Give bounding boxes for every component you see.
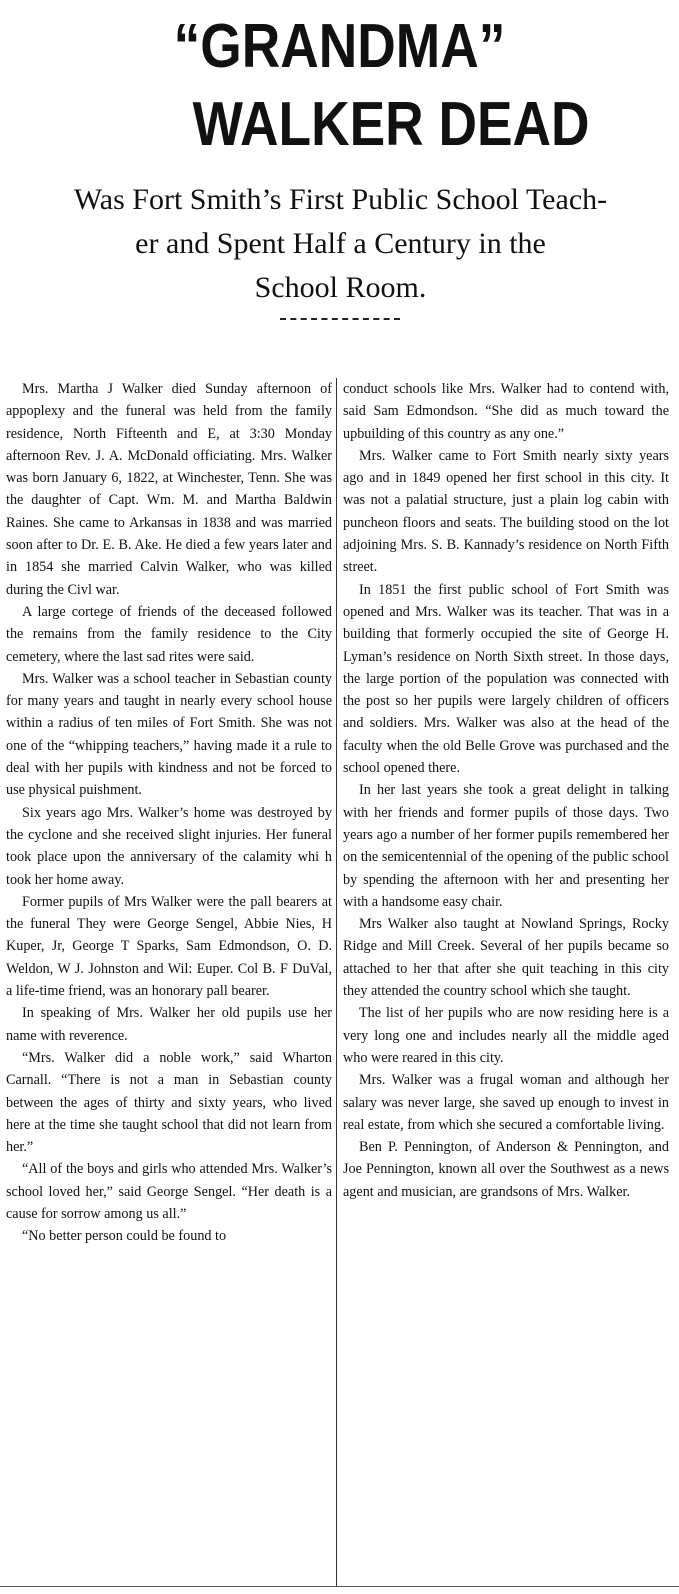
subheadline-line-2: er and Spent Half a Century in the bbox=[135, 227, 546, 260]
article-body bbox=[2, 378, 675, 1586]
headline bbox=[48, 0, 632, 164]
bottom-rule bbox=[0, 1586, 679, 1587]
paragraph: Ben P. Pennington, of Anderson & Pennington, and Joe Pennington, known all over the Southwest as a news agent and musician, are grandsons of Mrs. Walker. bbox=[343, 1139, 669, 1200]
paragraph: Former pupils of Mrs Walker were the pall bearers at the funeral They were George Sengel, Abbie Nies, H Kuper, Jr, George T Sparks, Sam Edmondson, O. D. Weldon, W J. Johnston and Wil: Euper. Col B. F DuVal, a life-time friend, was an honorary pall bearer. bbox=[6, 893, 332, 1000]
subheadline bbox=[8, 178, 673, 310]
paragraph: Mrs. Martha J Walker died Sunday afternoon of appoplexy and the funeral was held from the family residence, North Fifteenth and E, at 3:30 Monday afternoon Rev. J. A. McDonald officiating. Mrs. Walker was born January 6, 1822, at Winchester, Tenn. She was the daughter of Capt. Wm. M. and Martha Baldwin Raines. She came to Arkansas in 1838 and was married soon after to Dr. E. B. Ake. He died a few years later and in 1854 she married Calvin Walker, who was killed during the Civl war. bbox=[6, 381, 332, 598]
paragraph: “No better person could be found to bbox=[22, 1228, 227, 1245]
paragraph: “Mrs. Walker did a noble work,” said Wharton Carnall. “There is not a man in Sebastian county between the ages of thirty and sixty years, who lived here at the time she taught school that did not learn from her.” bbox=[6, 1049, 332, 1156]
paragraph: In her last years she took a great delight in talking with her friends and former pupils of those days. Two years ago a number of her former pupils remembered her on the semicentennial of the opening of the public school by spending the afternoon with her and presenting her with a handsome easy chair. bbox=[343, 782, 669, 910]
headline-separator-rule bbox=[280, 318, 400, 320]
headline-line-1: “GRANDMA” bbox=[173, 12, 506, 81]
right-column bbox=[337, 378, 671, 1586]
subheadline-line-1: Was Fort Smith’s First Public School Teach- bbox=[73, 183, 608, 216]
paragraph: Mrs. Walker was a frugal woman and although her salary was never large, she saved up enough to invest in real estate, from which she secured a comfortable living. bbox=[343, 1072, 669, 1133]
headline-line-2: WALKER DEAD bbox=[192, 90, 590, 159]
paragraph: Mrs Walker also taught at Nowland Springs, Rocky Ridge and Mill Creek. Several of her pupils became so attached to her that after she quit teaching in this city they attended the country school which she taught. bbox=[343, 916, 669, 1000]
left-column bbox=[2, 378, 336, 1586]
paragraph: Mrs. Walker was a school teacher in Sebastian county for many years and taught in nearly every school house within a radius of ten miles of Fort Smith. She was not one of the “whipping teachers,” having made it a rule to deal with her pupils with kindness and not be forced to use physical puishment. bbox=[6, 670, 332, 799]
paragraph: In 1851 the first public school of Fort Smith was opened and Mrs. Walker was its teacher. That was in a building that formerly occupied the site of George H. Lyman’s residence on North Sixth street. In those days, the large portion of the population was connected with the post so her pupils were largely children of officers and soldiers. Mrs. Walker was also at the head of the faculty when the old Belle Grove was purchased and the school opened there. bbox=[343, 581, 669, 777]
paragraph: A large cortege of friends of the deceased followed the remains from the family residence to the City cemetery, where the last sad rites were said. bbox=[6, 603, 332, 665]
paragraph: Mrs. Walker came to Fort Smith nearly sixty years ago and in 1849 opened her first school in this city. It was not a palatial structure, just a plain log cabin with puncheon floors and seats. The building stood on the lot adjoining Mrs. S. B. Kannady’s residence on North Fifth street. bbox=[343, 447, 669, 576]
paragraph: “All of the boys and girls who attended Mrs. Walker’s school loved her,” said George Sengel. “Her death is a cause for sorrow among us all.” bbox=[6, 1161, 332, 1222]
paragraph: Six years ago Mrs. Walker’s home was destroyed by the cyclone and she received slight injuries. Her funeral took place upon the anniversary of the calamity whi h took her home away. bbox=[6, 804, 332, 888]
subheadline-line-3: School Room. bbox=[254, 271, 427, 304]
paragraph: In speaking of Mrs. Walker her old pupils use her name with reverence. bbox=[6, 1005, 332, 1044]
paragraph: The list of her pupils who are now residing here is a very long one and includes nearly all the middle aged who were reared in this city. bbox=[343, 1005, 669, 1066]
paragraph-continued: conduct schools like Mrs. Walker had to contend with, said Sam Edmondson. “She did as much toward the upbuilding of this country as any one.” bbox=[343, 381, 669, 442]
